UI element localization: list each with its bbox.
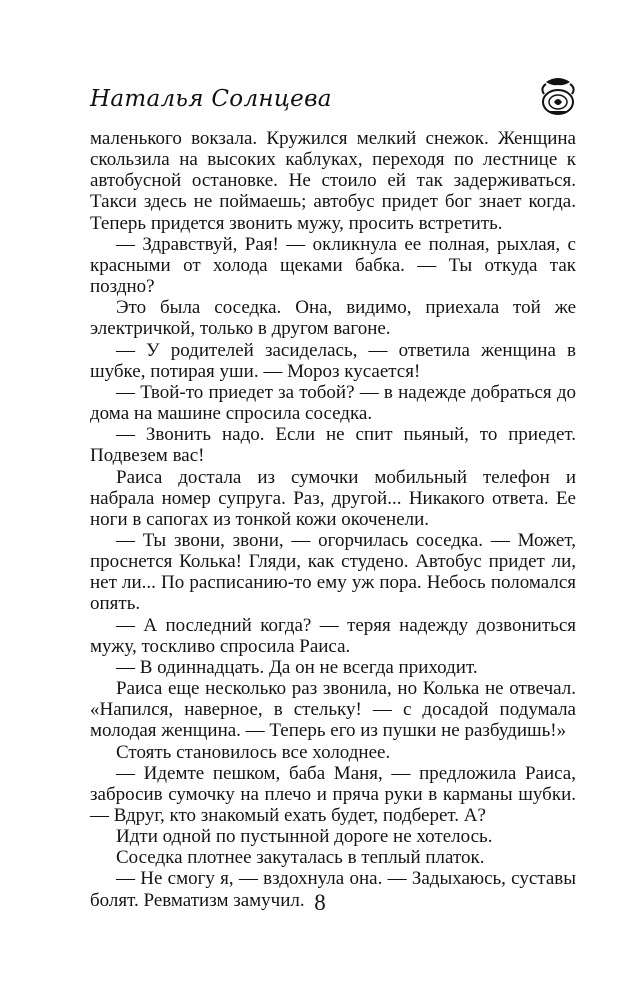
paragraph: — Здравствуй, Рая! — окликнула ее полная, рыхлая, с красными от холода щеками бабка. — Ты откуда так поздно? bbox=[90, 233, 576, 298]
paragraph: — Твой-то приедет за тобой? — в надежде добраться до дома на машине спросила соседка. bbox=[90, 381, 576, 425]
paragraph: маленького вокзала. Кружился мелкий снежок. Женщина скользила на высоких каблуках, переходя по лестнице к автобусной остановке. Не стоило ей так задерживаться. Такси здесь не поймаешь; автобус придет бог знает когда. Теперь придется звонить мужу, просить встретить. bbox=[90, 128, 576, 234]
body-text bbox=[90, 128, 576, 911]
running-header bbox=[90, 72, 580, 122]
paragraph: Стоять становилось все холоднее. bbox=[116, 741, 391, 763]
paragraph: Это была соседка. Она, видимо, приехала той же электричкой, только в другом вагоне. bbox=[90, 297, 576, 340]
paragraph: — Идемте пешком, баба Маня, — предложила Раиса, забросив сумочку на плечо и пряча руки в карманы шубки. — Вдруг, кто знакомый ехать будет, подберет. А? bbox=[90, 762, 576, 826]
paragraph: — В одиннадцать. Да он не всегда приходит. bbox=[116, 656, 478, 678]
paragraph: — А последний когда? — теряя надежду дозвониться мужу, тоскливо спросила Раиса. bbox=[90, 614, 576, 657]
paragraph: — Не смогу я, — вздохнула она. — Задыхаюсь, суставы болят. Ревматизм замучил. bbox=[90, 868, 576, 911]
paragraph: — Звонить надо. Если не спит пьяный, то приедет. Подвезем вас! bbox=[90, 424, 576, 467]
page-number: 8 bbox=[314, 890, 326, 915]
paragraph: Идти одной по пустынной дороге не хотелось. bbox=[116, 826, 493, 848]
author-name: Наталья Солнцева bbox=[90, 86, 332, 112]
paragraph: Соседка плотнее закуталась в теплый платок. bbox=[116, 847, 485, 869]
quill-emblem-icon bbox=[536, 72, 580, 118]
paragraph: — У родителей засиделась, — ответила женщина в шубке, потирая уши. — Мороз кусается! bbox=[90, 339, 576, 382]
paragraph: — Ты звони, звони, — огорчилась соседка. — Может, проснется Колька! Гляди, как студено. Автобус придет ли, нет ли... По расписанию-то ему уж пора. Небось поломался опять. bbox=[90, 529, 576, 615]
paragraph: Раиса еще несколько раз звонила, но Колька не отвечал. «Напился, наверное, в стельку! — с досадой подумала молодая женщина. — Теперь его из пушки не разбудишь!» bbox=[90, 678, 576, 742]
paragraph: Раиса достала из сумочки мобильный телефон и набрала номер супруга. Раз, другой... Никакого ответа. Ее ноги в сапогах из тонкой кожи окоченели. bbox=[90, 466, 576, 530]
